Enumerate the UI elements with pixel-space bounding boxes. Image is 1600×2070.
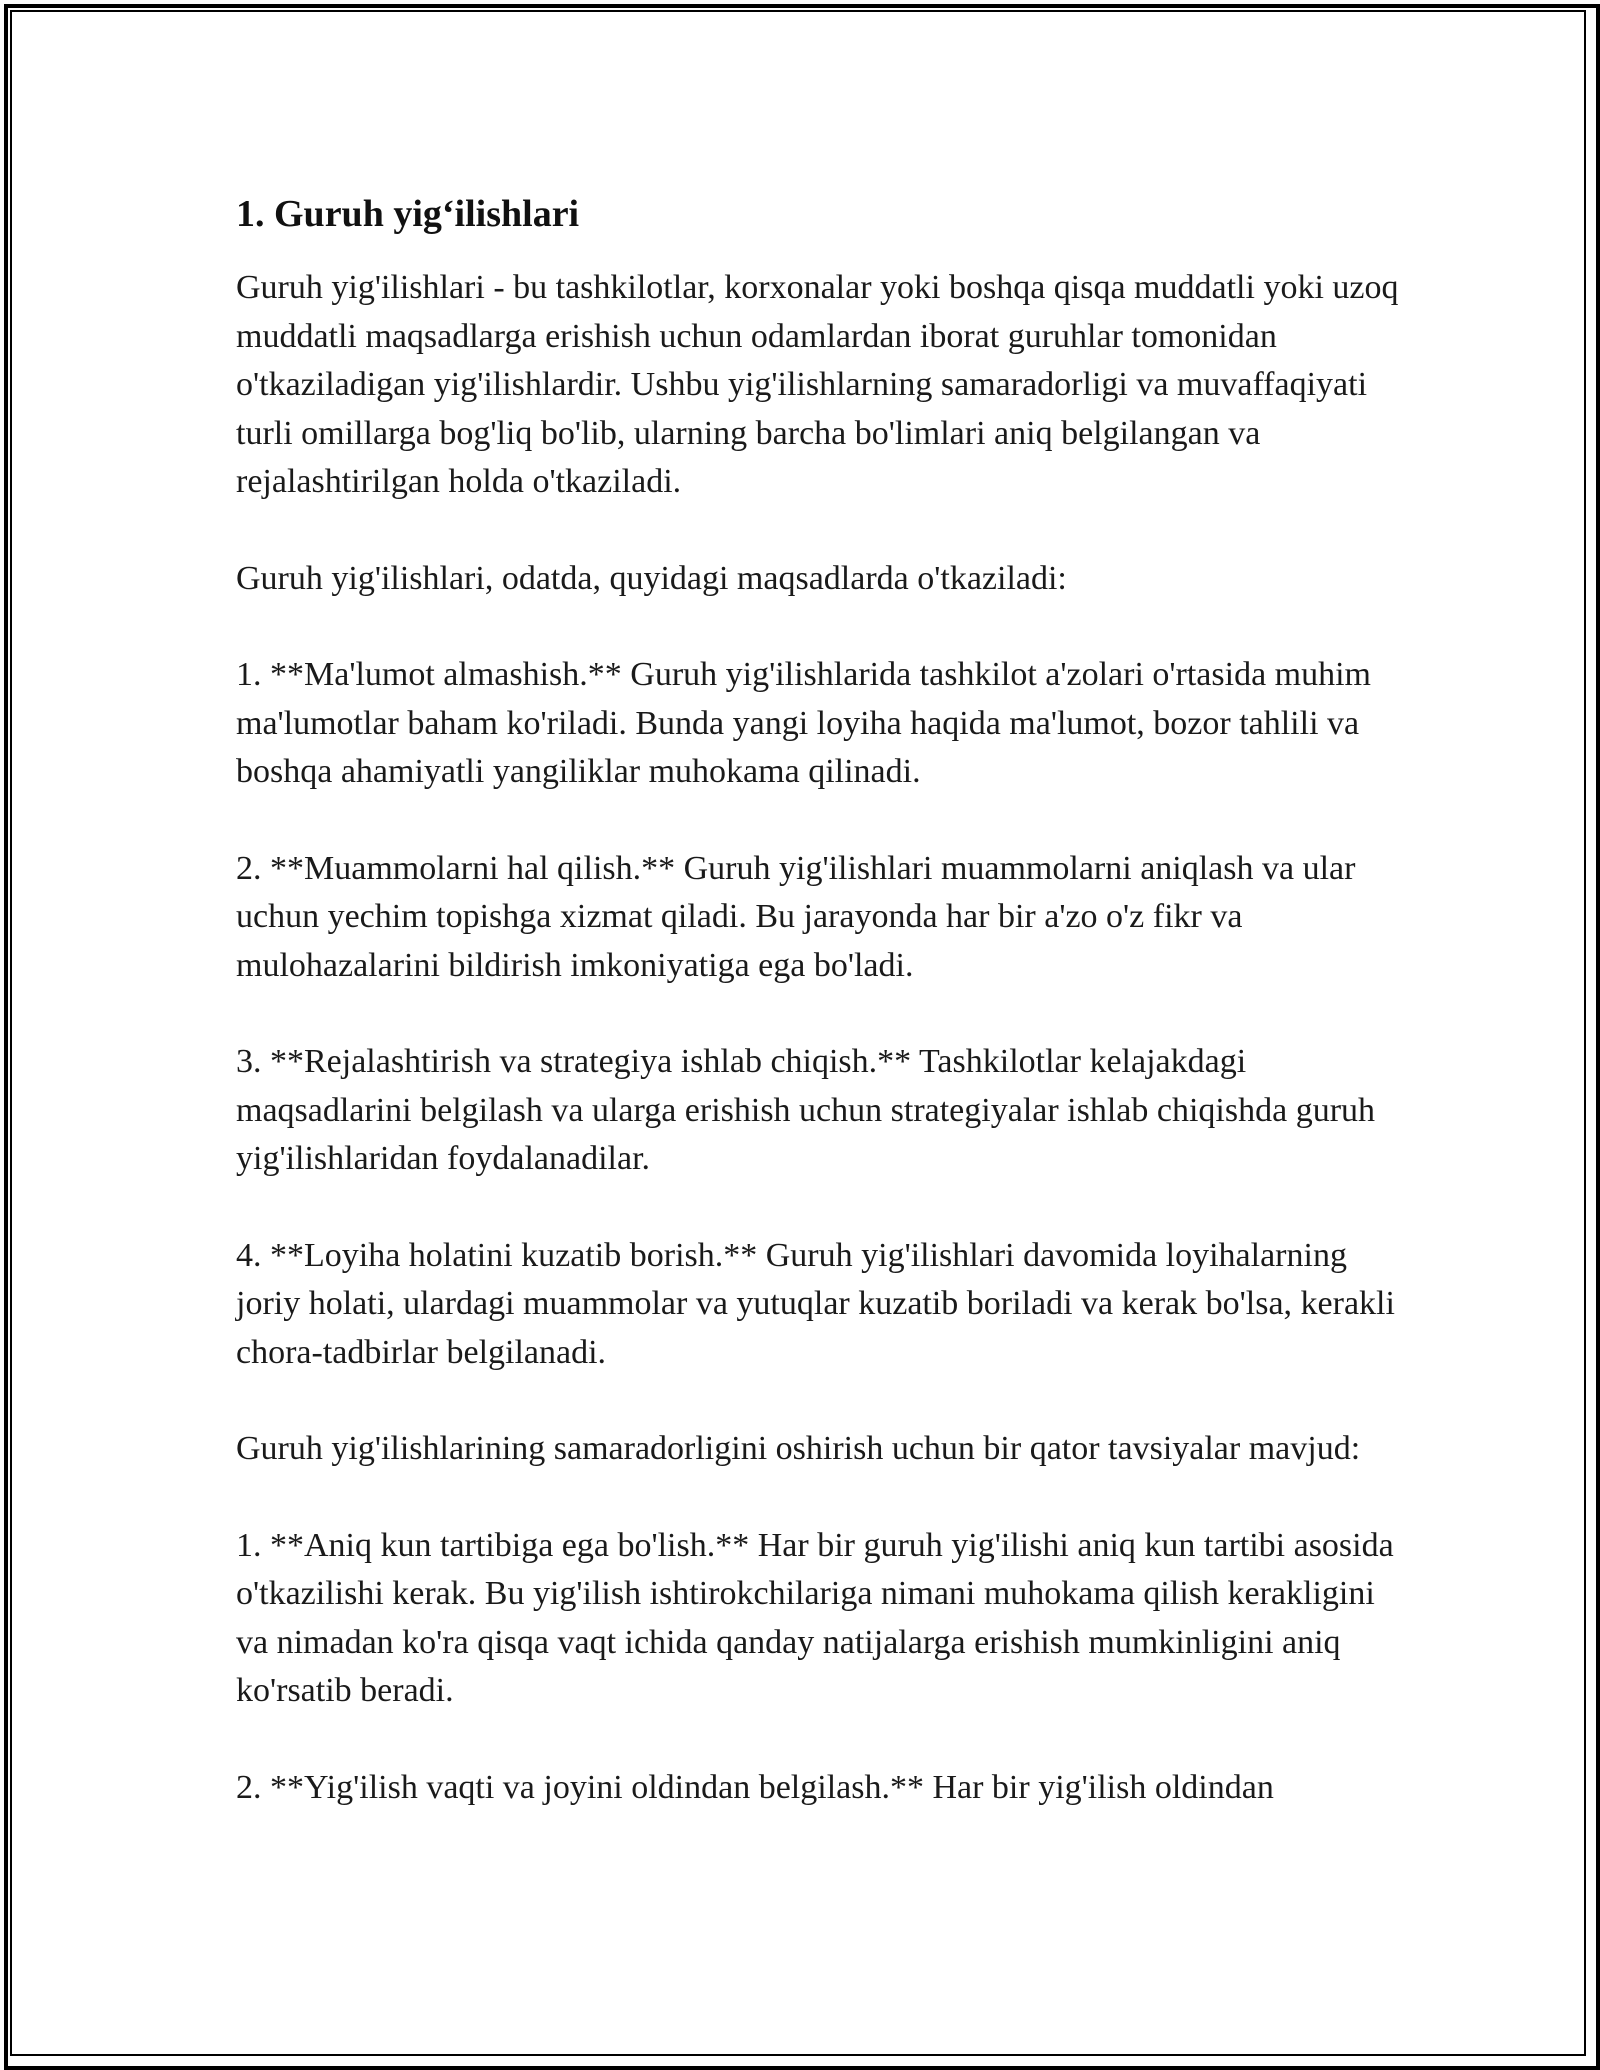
purpose-item-2: 2. **Muammolarni hal qilish.** Guruh yig'ilishlari muammolarni aniqlash va ular uchun yechim topishga xizmat qiladi. Bu jarayonda har bir a'zo o'z fikr va mulohazalarini bildirish imkoniyatiga ega bo'ladi.: [236, 849, 1356, 984]
intro-paragraph: Guruh yig'ilishlari - bu tashkilotlar, korxonalar yoki boshqa qisqa muddatli yoki uzoq muddatli maqsadlarga erishish uchun odamlardan iborat guruhlar tomonidan o'tkaziladigan yig'ilishlardir. Ushbu yig'ilishlarning samaradorligi va muvaffaqiyati turli omillarga bog'liq bo'lib, ularning barcha bo'limlari aniq belgilangan va rejalashtirilgan holda o'tkaziladi.: [236, 269, 1399, 500]
purpose-item-3: 3. **Rejalashtirish va strategiya ishlab chiqish.** Tashkilotlar kelajakdagi maqsadlarini belgilash va ularga erishish uchun strategiyalar ishlab chiqishda guruh yig'ilishlaridan foydalanadilar.: [236, 1043, 1376, 1177]
recommendation-item-2: 2. **Yig'ilish vaqti va joyini oldindan belgilash.** Har bir yig'ilish oldindan: [236, 1768, 1274, 1806]
document-page: [236, 186, 1406, 1860]
purpose-item-1: 1. **Ma'lumot almashish.** Guruh yig'ilishlarida tashkilot a'zolari o'rtasida muhim ma'lumotlar baham ko'riladi. Bunda yangi loyiha haqida ma'lumot, bozor tahlili va boshqa ahamiyatli yangiliklar muhokama qilinadi.: [236, 656, 1371, 790]
recommendations-lead-paragraph: Guruh yig'ilishlarining samaradorligini oshirish uchun bir qator tavsiyalar mavjud:: [236, 1430, 1361, 1467]
purpose-item-4: 4. **Loyiha holatini kuzatib borish.** Guruh yig'ilishlari davomida loyihalarning joriy holati, ulardagi muammolar va yutuqlar kuzatib boriladi va kerak bo'lsa, kerakli chora-tadbirlar belgilanadi.: [236, 1236, 1395, 1371]
recommendation-item-1: 1. **Aniq kun tartibiga ega bo'lish.** Har bir guruh yig'ilishi aniq kun tartibi asosida o'tkazilishi kerak. Bu yig'ilish ishtirokchilariga nimani muhokama qilish kerakligini va nimadan ko'ra qisqa vaqt ichida qanday natijalarga erishish mumkinligini aniq ko'rsatib beradi.: [236, 1526, 1394, 1709]
purposes-lead-paragraph: Guruh yig'ilishlari, odatda, quyidagi maqsadlarda o'tkaziladi:: [236, 559, 1067, 597]
section-heading: 1. Guruh yig‘ilishlari: [236, 193, 580, 235]
